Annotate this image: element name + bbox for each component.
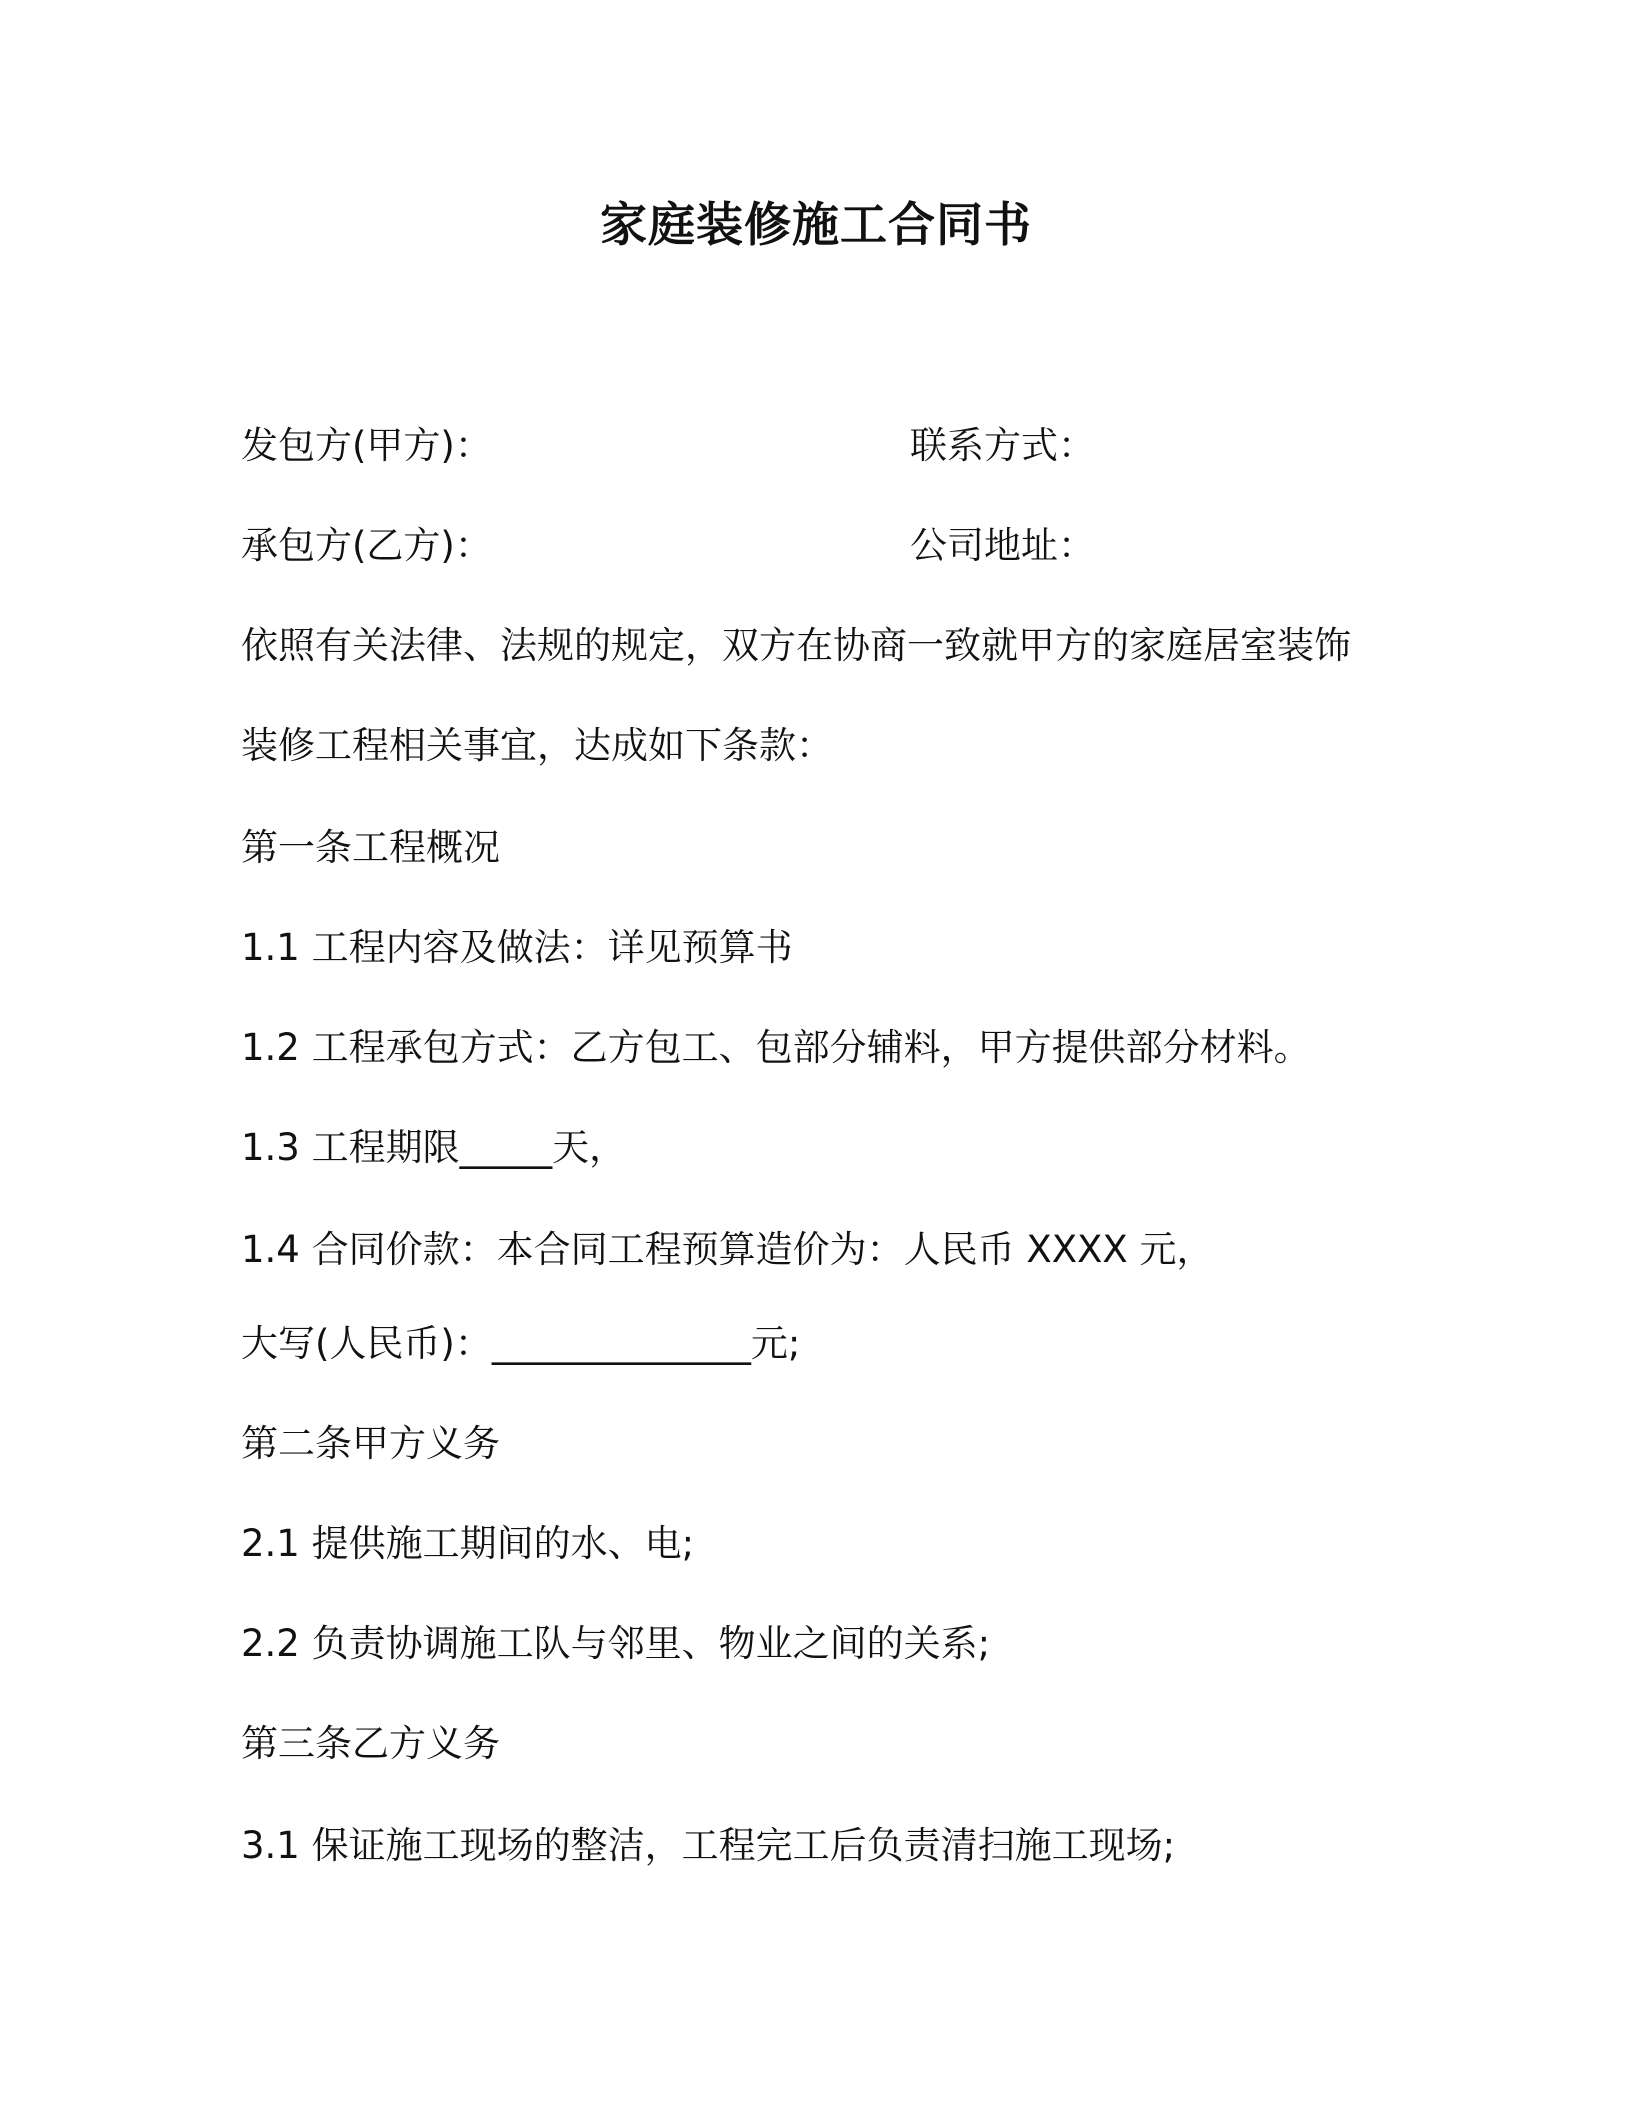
clause-1-4-capital: 大写(人民币)：______________元; xyxy=(241,1322,801,1365)
article-2-heading: 第二条甲方义务 xyxy=(241,1422,500,1465)
address-label: 公司地址： xyxy=(910,524,1095,567)
clause-1-2: 1.2 工程承包方式：乙方包工、包部分辅料，甲方提供部分材料。 xyxy=(241,1026,1311,1069)
clause-3-1: 3.1 保证施工现场的整洁，工程完工后负责清扫施工现场; xyxy=(241,1824,1176,1867)
preamble-line-2: 装修工程相关事宜，达成如下条款： xyxy=(241,724,833,767)
clause-1-1: 1.1 工程内容及做法：详见预算书 xyxy=(241,926,793,969)
clause-1-3: 1.3 工程期限_____天， xyxy=(241,1126,627,1169)
preamble-line-1: 依照有关法律、法规的规定，双方在协商一致就甲方的家庭居室装饰 xyxy=(241,624,1351,667)
party-b-label: 承包方(乙方)： xyxy=(241,524,492,567)
document-title: 家庭装修施工合同书 xyxy=(600,198,1032,253)
clause-2-2: 2.2 负责协调施工队与邻里、物业之间的关系; xyxy=(241,1622,991,1665)
party-a-label: 发包方(甲方)： xyxy=(241,424,492,467)
contact-label: 联系方式： xyxy=(910,424,1095,467)
article-3-heading: 第三条乙方义务 xyxy=(241,1722,500,1765)
clause-1-4: 1.4 合同价款：本合同工程预算造价为：人民币 XXXX 元， xyxy=(241,1228,1214,1271)
article-1-heading: 第一条工程概况 xyxy=(241,826,500,869)
clause-2-1: 2.1 提供施工期间的水、电; xyxy=(241,1522,695,1565)
